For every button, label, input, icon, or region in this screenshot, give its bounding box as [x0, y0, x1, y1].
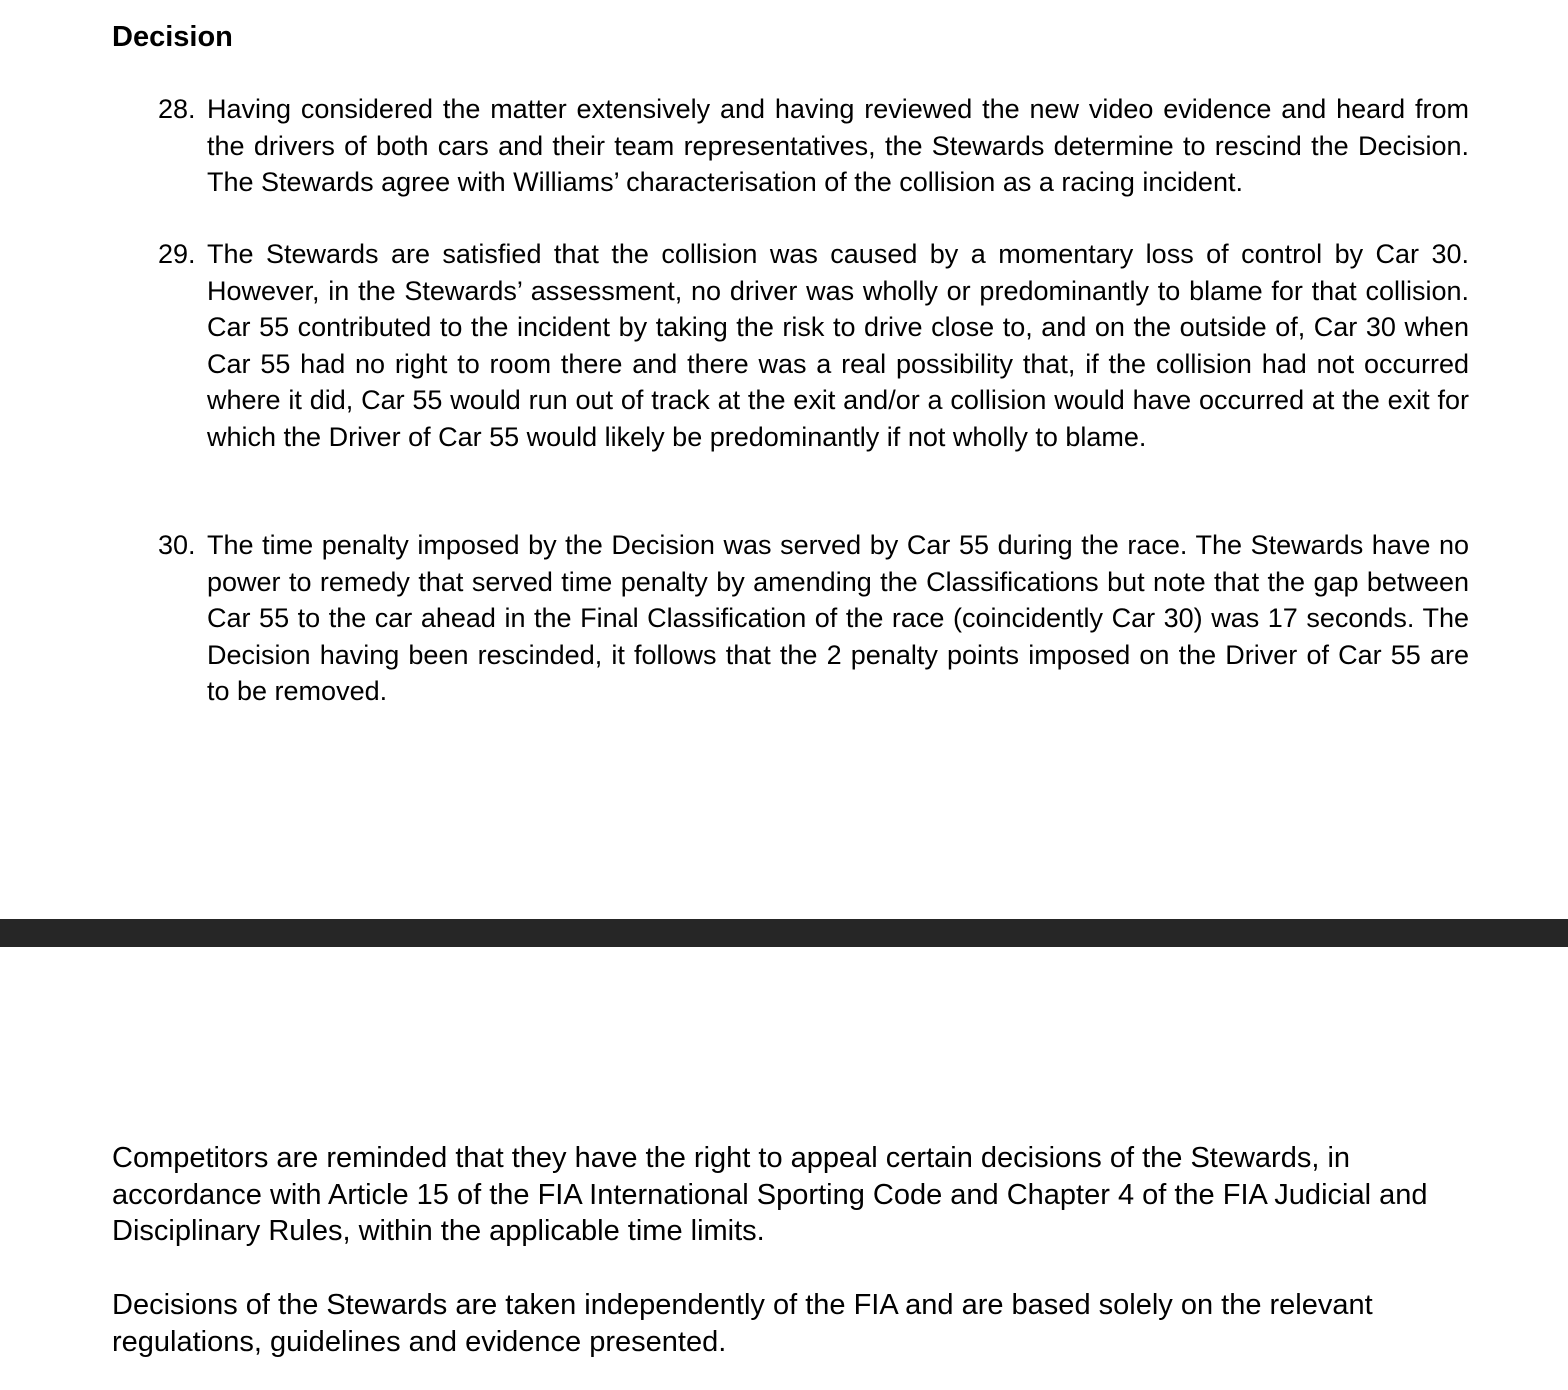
item-text: The Stewards are satisfied that the collision was caused by a momentary loss of control by Car 30. However, in the Stewards’ assessment, no driver was wholly or predominantly to blame for that collision. Car 55 contributed to the incident by taking the risk to drive close to, and on the outside of, Car 30 when Car 55 had no right to room there and there was a real possibility that, if the collision had not occurred where it did, Car 55 would run out of track at the exit and/or a collision would have occurred at the exit for which the Driver of Car 55 would likely be predominantly if not wholly to blame. [207, 239, 1469, 452]
decision-item-30 [158, 527, 1469, 710]
item-text: Having considered the matter extensively and having reviewed the new video evidence and heard from the drivers of both cars and their team representatives, the Stewards determine to rescind the Decision. The Stewards agree with Williams’ characterisation of the collision as a racing incident. [207, 94, 1469, 197]
decision-item-28 [158, 91, 1469, 201]
appeal-notice: Competitors are reminded that they have the right to appeal certain decisions of the Stewards, in accordance with Article 15 of the FIA International Sporting Code and Chapter 4 of the FIA Judicial and Disciplinary Rules, within the applicable time limits. [112, 1142, 1428, 1247]
decision-item-29 [158, 236, 1469, 455]
page-divider-bar [0, 919, 1568, 947]
item-text: The time penalty imposed by the Decision was served by Car 55 during the race. The Stewards have no power to remedy that served time penalty by amending the Classifications but note that the gap between Car 55 to the car ahead in the Final Classification of the race (coincidently Car 30) was 17 seconds. The Decision having been rescinded, it follows that the 2 penalty points imposed on the Driver of Car 55 are to be removed. [207, 530, 1469, 706]
item-number: 29. [158, 239, 196, 269]
item-number: 30. [158, 530, 196, 560]
item-number: 28. [158, 94, 196, 124]
independence-notice: Decisions of the Stewards are taken independently of the FIA and are based solely on the relevant regulations, guidelines and evidence presented. [112, 1289, 1373, 1358]
section-heading: Decision [112, 21, 233, 53]
